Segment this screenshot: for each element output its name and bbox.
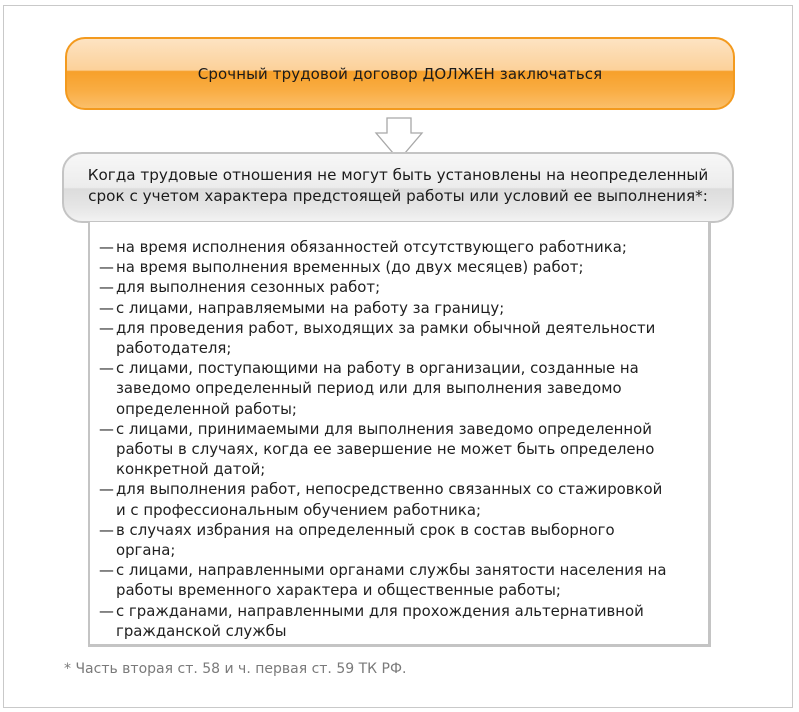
list-item-text: для проведения работ, выходящих за рамки обычной деятельности работодателя;	[116, 318, 656, 358]
cases-list	[88, 222, 711, 647]
list-item-text: с лицами, поступающими на работу в организации, созданные на заведомо определенный период или для выполнения заведомо определенной работы;	[116, 359, 639, 418]
list-item-text: для выполнения работ, непосредственно связанных со стажировкой и с профессиональным обучением работника;	[116, 480, 663, 519]
list-item	[99, 277, 708, 297]
list-item	[99, 257, 708, 277]
list-item	[99, 601, 708, 641]
bullet-dash: —	[99, 480, 114, 499]
bullet-dash: —	[99, 278, 114, 297]
bullet-dash: —	[99, 318, 114, 337]
bullet-dash: —	[99, 258, 114, 277]
footnote: * Часть вторая ст. 58 и ч. первая ст. 59 ТК РФ.	[64, 661, 407, 677]
bullet-dash: —	[99, 419, 114, 438]
list-item	[99, 520, 708, 560]
list-item	[99, 318, 708, 358]
list-item-text: на время выполнения временных (до двух месяцев) работ;	[116, 258, 584, 277]
list-item-text: с гражданами, направленными для прохождения альтернативной гражданской службы	[116, 601, 644, 640]
bullet-dash: —	[99, 238, 114, 256]
list-item-text: с лицами, направленными органами службы занятости населения на работы временного характера и общественные работы;	[116, 561, 667, 600]
list-item	[99, 358, 708, 419]
condition-box	[62, 152, 734, 223]
list-item	[99, 560, 708, 600]
header-title: Срочный трудовой договор ДОЛЖЕН заключаться	[197, 64, 603, 83]
list-item	[99, 479, 708, 519]
list-item-text: с лицами, направляемыми на работу за границу;	[116, 298, 505, 317]
bullet-dash: —	[99, 520, 114, 539]
list-item-text: на время исполнения обязанностей отсутствующего работника;	[116, 238, 627, 256]
list-item	[99, 237, 708, 257]
list-item-text: с лицами, принимаемыми для выполнения заведомо определенной работы в случаях, когда ее завершение не может быть определено конкретной датой;	[116, 419, 655, 479]
bullet-dash: —	[99, 561, 114, 580]
list-item	[99, 419, 708, 480]
list-item-text: в случаях избрания на определенный срок в состав выборного органа;	[116, 520, 615, 560]
bullet-dash: —	[99, 359, 114, 378]
bullet-dash: —	[99, 601, 114, 620]
bullet-dash: —	[99, 298, 114, 317]
header-box	[65, 37, 735, 110]
list-item-text: для выполнения сезонных работ;	[116, 278, 381, 297]
condition-line-2: срок с учетом характера предстоящей работы или условий ее выполнения*:	[88, 187, 708, 205]
list-item	[99, 298, 708, 318]
condition-line-1: Когда трудовые отношения не могут быть установлены на неопределенный	[87, 166, 709, 184]
